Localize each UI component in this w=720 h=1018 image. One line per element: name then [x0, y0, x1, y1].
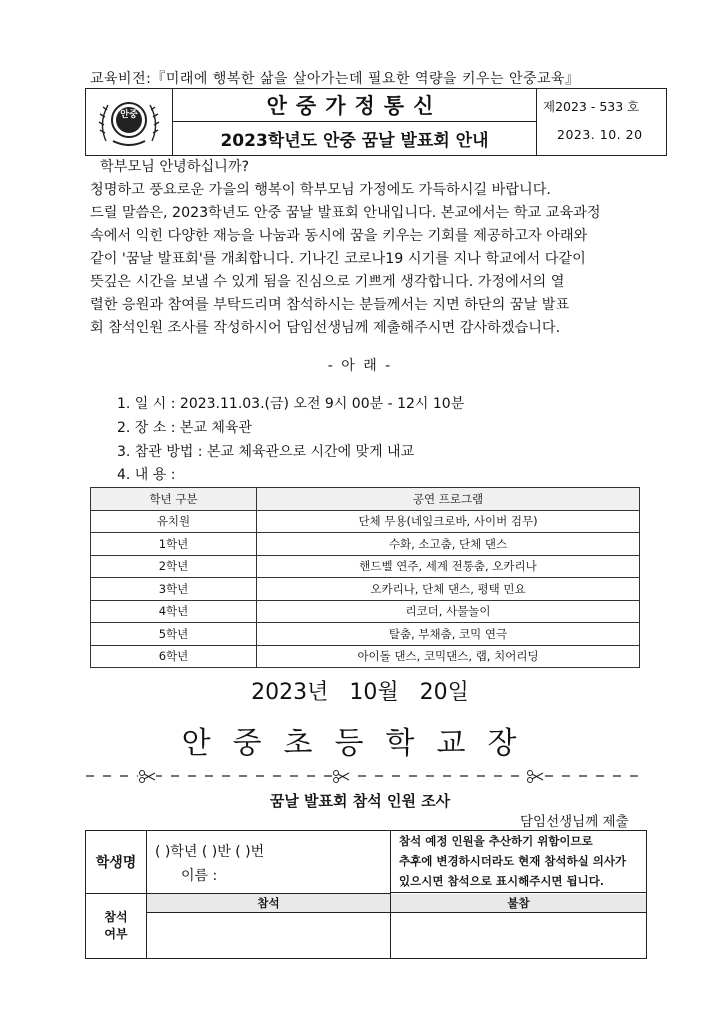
paragraph-line: 청명하고 풍요로운 가을의 행복이 학부모님 가정에도 가득하시길 바랍니다.: [90, 182, 551, 198]
table-header-row: [91, 488, 640, 511]
letter-body: [90, 156, 650, 340]
paragraph-line: 속에서 익힌 다양한 재능을 나눔과 동시에 꿈을 키우는 기회를 제공하고자 아래와: [90, 228, 588, 244]
column-header: 공연 프로그램: [257, 488, 640, 511]
program-cell: 아이돌 댄스, 코믹댄스, 랩, 치어리딩: [257, 645, 640, 668]
grade-cell: 1학년: [91, 533, 257, 556]
attend-no-box[interactable]: [391, 913, 646, 958]
newsletter-subtitle: 2023학년도 안중 꿈날 발표회 안내: [220, 131, 489, 151]
issue-date: 2023. 10. 20: [557, 127, 643, 142]
attendance-survey-form: [85, 830, 647, 959]
table-row: [91, 533, 640, 556]
program-cell: 탈춤, 부채춤, 코믹 연극: [257, 623, 640, 646]
grade-cell: 6학년: [91, 645, 257, 668]
grade-cell: 2학년: [91, 555, 257, 578]
notice-line: 있으시면 참석으로 표시해주시면 됩니다.: [399, 874, 604, 888]
table-row: [91, 623, 640, 646]
paragraph-line: 드릴 말씀은, 2023학년도 안중 꿈날 발표회 안내입니다. 본교에서는 학교 교육과정: [90, 205, 601, 221]
program-cell: 오카리나, 단체 댄스, 평택 민요: [257, 578, 640, 601]
detail-item: 4. 내 용 :: [117, 467, 176, 483]
attend-yes-box[interactable]: [147, 913, 391, 958]
notice-line: 참석 예정 인원을 추산하기 위함이므로: [399, 834, 593, 848]
school-emblem-icon: [86, 89, 172, 155]
program-cell: 리코더, 사물놀이: [257, 600, 640, 623]
logo-text: 안중: [120, 110, 138, 120]
program-table: [90, 487, 640, 668]
table-row: [91, 555, 640, 578]
attend-label: [86, 894, 147, 958]
school-logo: [86, 89, 173, 155]
grade-cell: 5학년: [91, 623, 257, 646]
grade-cell: 3학년: [91, 578, 257, 601]
paragraph-line: 같이 '꿈날 발표회'를 개최합니다. 기나긴 코로나19 시기를 지나 학교에서 다같이: [90, 251, 586, 267]
name-line: 이름 :: [181, 868, 218, 884]
grade-cell: 4학년: [91, 600, 257, 623]
detail-item: 3. 참관 방법 : 본교 체육관으로 시간에 맞게 내교: [117, 444, 415, 460]
paragraph-line: 렬한 응원과 참여를 부탁드리며 참석하시는 분들께서는 지면 하단의 꿈날 발표: [90, 297, 570, 313]
header-title-block: [173, 89, 537, 155]
document-number: 제2023 - 533 호: [543, 99, 640, 114]
principal-signature: 안중초등학교장: [181, 726, 539, 761]
submit-to: 담임선생님께 제출: [520, 814, 629, 830]
greeting: 학부모님 안녕하십니까?: [100, 159, 250, 175]
paragraph-line: 회 참석인원 조사를 작성하시어 담임선생님께 제출해주시면 감사하겠습니다.: [90, 320, 561, 336]
student-label: 학생명: [86, 831, 147, 894]
table-row: [91, 645, 640, 668]
notice-line: 추후에 변경하시더라도 현재 참석하실 의사가: [399, 854, 627, 868]
attend-label-text: 참석 여부: [104, 910, 128, 941]
education-vision: 교육비전:『미래에 행복한 삶을 살아가는데 필요한 역량을 키우는 안중교육』: [90, 71, 580, 87]
survey-title: 꿈날 발표회 참석 인원 조사: [269, 792, 451, 810]
table-row: [91, 510, 640, 533]
survey-notice: [391, 831, 646, 893]
attend-no-header: 불참: [391, 894, 646, 913]
attend-yes-header: 참석: [147, 894, 391, 913]
table-row: [91, 600, 640, 623]
column-header: 학년 구분: [91, 488, 257, 511]
table-row: [91, 578, 640, 601]
paragraph-line: 뜻깊은 시간을 보낼 수 있게 됨을 진심으로 기쁘게 생각합니다. 가정에서의 열: [90, 274, 565, 290]
detail-item: 1. 일 시 : 2023.11.03.(금) 오전 9시 00분 - 12시 10분: [117, 396, 465, 412]
program-cell: 단체 무용(네잎크로바, 사이버 검무): [257, 510, 640, 533]
signature-date: 2023년 10월 20일: [251, 680, 469, 705]
detail-item: 2. 장 소 : 본교 체육관: [117, 420, 252, 436]
class-line: ( )학년 ( )반 ( )번: [155, 844, 265, 860]
arae-heading: - 아 래 -: [327, 358, 393, 374]
cut-line: [86, 768, 646, 784]
header-meta: [537, 89, 666, 155]
newsletter-title: 안중가정통신: [173, 89, 536, 122]
newsletter-header: [85, 88, 667, 156]
student-info-field[interactable]: [147, 831, 391, 894]
grade-cell: 유치원: [91, 510, 257, 533]
program-cell: 수화, 소고춤, 단체 댄스: [257, 533, 640, 556]
program-cell: 핸드벨 연주, 세계 전통춤, 오카리나: [257, 555, 640, 578]
